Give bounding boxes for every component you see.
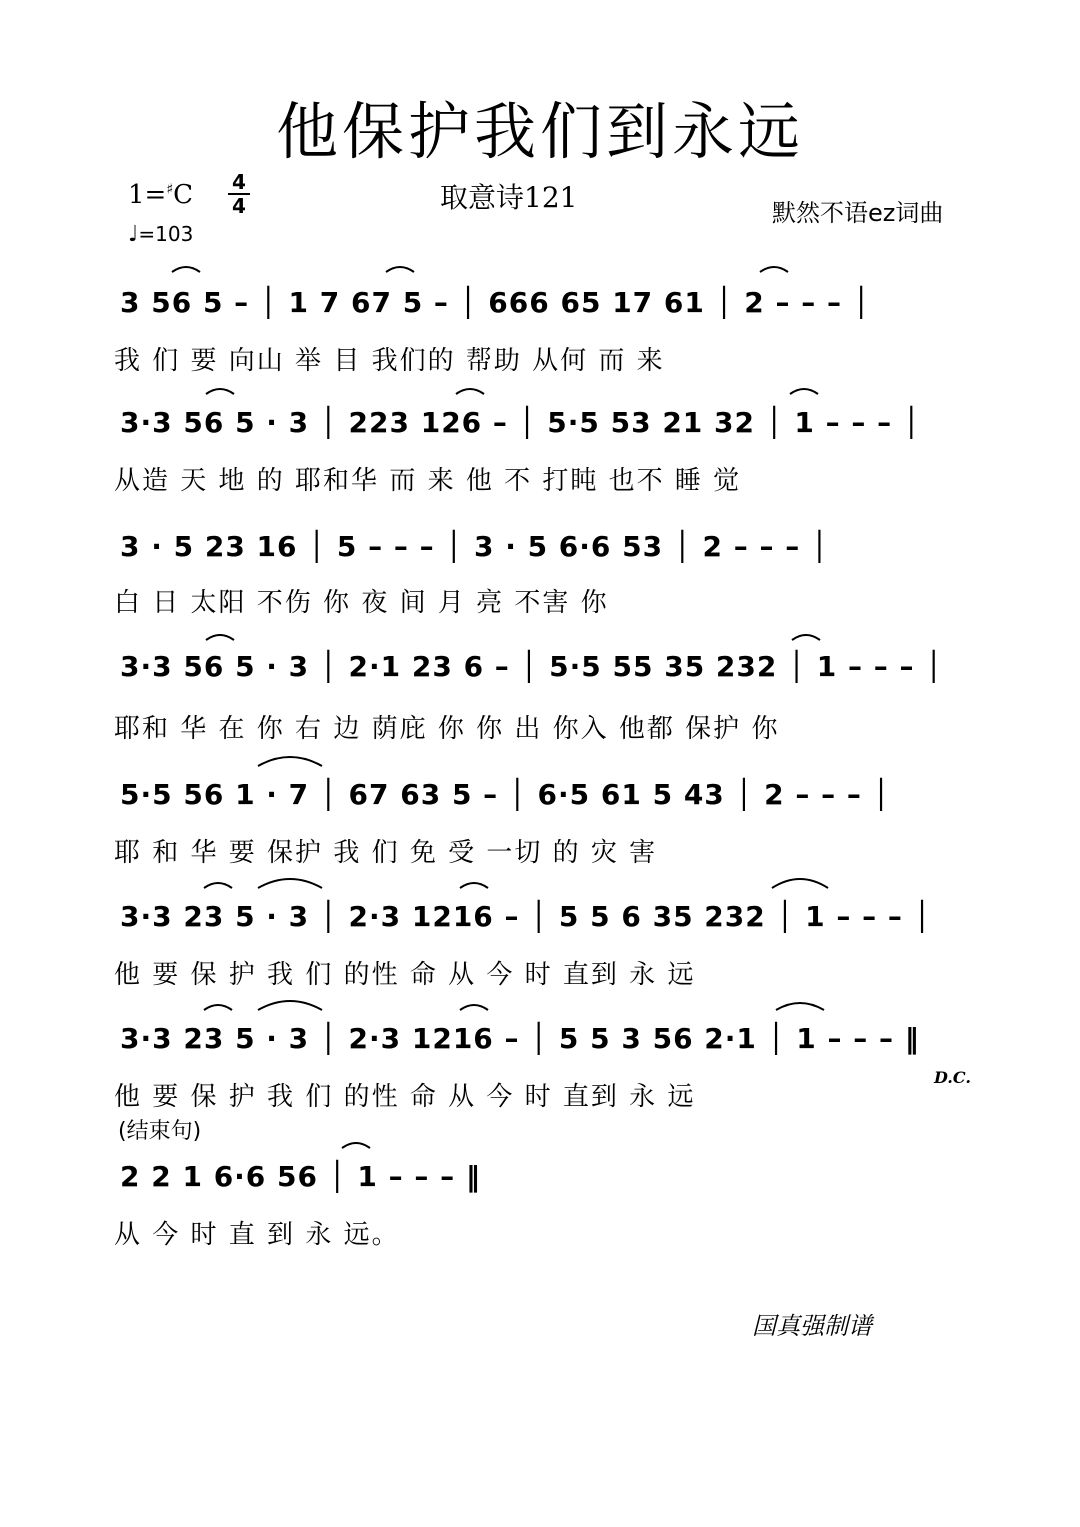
slur-arc xyxy=(792,635,820,640)
notes-line-2: 3·3 56 5 · 3 │ 223 126 – │ 5·5 53 21 32 │ 1 – – – │ xyxy=(120,406,921,439)
lyrics-line-3: 白 日 太阳 不伤 你 夜 间 月 亮 不害 你 xyxy=(114,588,609,618)
score-maker-credit: 国真强制谱 xyxy=(752,1312,872,1340)
slur-arc xyxy=(760,267,788,272)
slur-arc xyxy=(772,879,828,888)
slur-arc xyxy=(206,389,234,394)
slur-arc xyxy=(204,1005,232,1010)
ending-label: (结束句) xyxy=(118,1119,202,1144)
slur-arc xyxy=(172,267,200,272)
slur-arc xyxy=(386,267,414,272)
slur-arc xyxy=(456,389,484,394)
lyrics-line-1: 我 们 要 向山 举 目 我们的 帮助 从何 而 来 xyxy=(114,346,665,376)
dc-marking: D.C. xyxy=(934,1068,971,1087)
notes-line-5: 5·5 56 1 · 7 │ 67 63 5 – │ 6·5 61 5 43 │ 2 – – – │ xyxy=(120,778,891,811)
slur-arc xyxy=(258,757,322,766)
lyrics-line-4: 耶和 华 在 你 右 边 荫庇 你 你 出 你入 他都 保护 你 xyxy=(114,714,780,744)
lyrics-line-5: 耶 和 华 要 保护 我 们 免 受 一切 的 灾 害 xyxy=(114,838,658,868)
tempo-value: =103 xyxy=(138,222,194,246)
song-title: 他保护我们到永远 xyxy=(275,95,804,168)
notes-line-1: 3 56 5 – │ 1 7 67 5 – │ 666 65 17 61 │ 2 – – – │ xyxy=(120,286,871,319)
notes-line-4: 3·3 56 5 · 3 │ 2·1 23 6 – │ 5·5 55 35 232 │ 1 – – – │ xyxy=(120,650,944,683)
lyrics-line-8: 从 今 时 直 到 永 远。 xyxy=(114,1220,400,1250)
lyrics-line-7: 他 要 保 护 我 们 的性 命 从 今 时 直到 永 远 xyxy=(114,1082,696,1112)
key-note: C xyxy=(173,180,194,210)
slur-arc xyxy=(776,1003,824,1010)
slur-arc xyxy=(460,1005,488,1010)
slur-arc xyxy=(342,1143,370,1148)
subtitle: 取意诗121 xyxy=(440,181,578,214)
lyrics-line-2: 从造 天 地 的 耶和华 而 来 他 不 打盹 也不 睡 觉 xyxy=(114,466,742,496)
notes-line-7: 3·3 23 5 · 3 │ 2·3 1216 – │ 5 5 3 56 2·1 │ 1 – – – ‖ xyxy=(120,1022,920,1055)
lyrics-line-6: 他 要 保 护 我 们 的性 命 从 今 时 直到 永 远 xyxy=(114,960,696,990)
notes-line-8: 2 2 1 6·6 56 │ 1 – – – ‖ xyxy=(120,1160,481,1193)
slur-arc xyxy=(206,635,234,640)
slur-arc xyxy=(258,1001,322,1010)
notes-line-6: 3·3 23 5 · 3 │ 2·3 1216 – │ 5 5 6 35 232 │ 1 – – – │ xyxy=(120,900,932,933)
time-signature-top: 4 xyxy=(232,170,246,194)
key-prefix: 1= xyxy=(128,180,167,210)
sharp-icon: ♯ xyxy=(166,181,174,198)
time-signature-bottom: 4 xyxy=(232,194,246,218)
quarter-note-icon: ♩ xyxy=(128,222,139,247)
notes-line-3: 3 · 5 23 16 │ 5 – – – │ 3 · 5 6·6 53 │ 2 – – – │ xyxy=(120,530,829,563)
slur-arc xyxy=(204,883,232,888)
slur-arc xyxy=(790,389,818,394)
slur-arc xyxy=(258,879,322,888)
author-credit: 默然不语ez词曲 xyxy=(772,199,944,227)
slur-arc xyxy=(460,883,488,888)
